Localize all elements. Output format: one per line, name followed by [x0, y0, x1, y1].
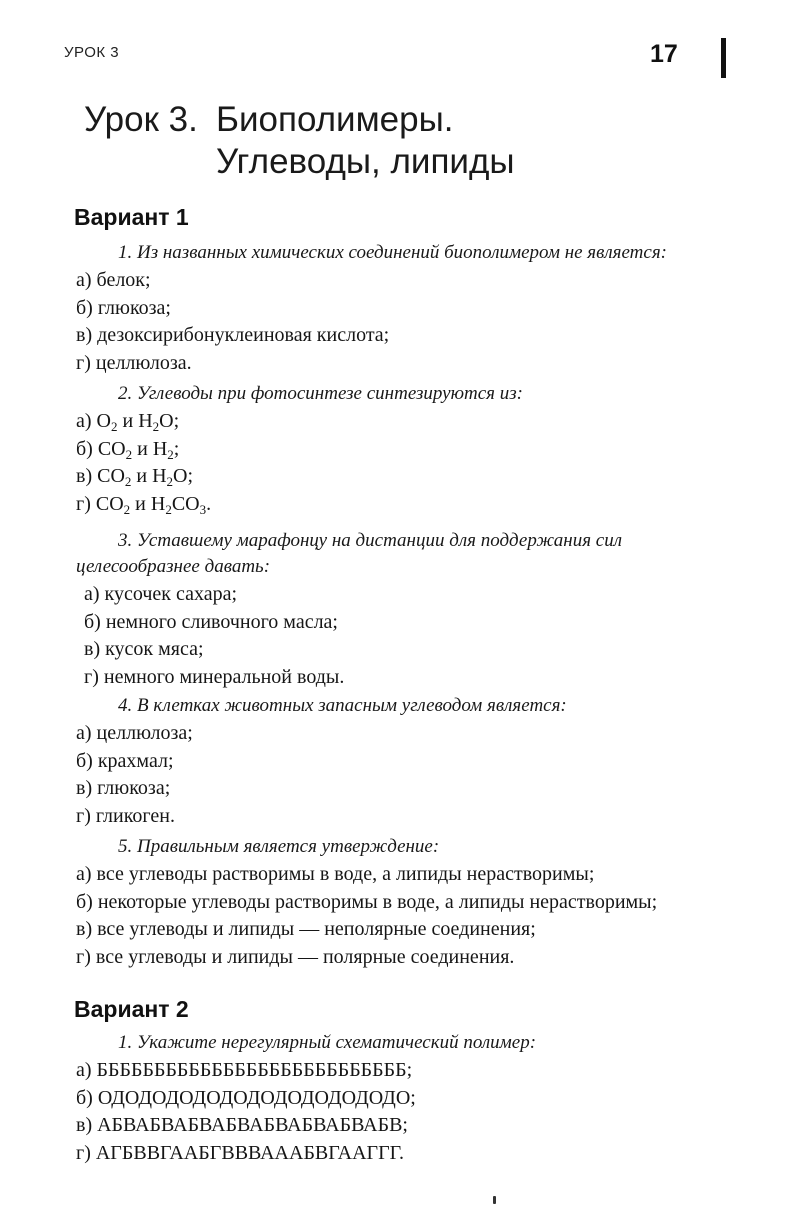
answer-option: в) глюкоза;	[76, 777, 171, 799]
page-number-rule	[721, 38, 726, 78]
answer-option: б) крахмал;	[76, 749, 174, 772]
v1-question-3	[76, 528, 746, 691]
answer-option: б) глюкоза;	[76, 296, 171, 319]
question-text: 4. В клетках животных запасным углеводом является:	[118, 695, 567, 716]
answer-option: г) все углеводы и липиды — полярные соединения.	[76, 945, 515, 968]
answer-option: б) ОДОДОДОДОДОДОДОДОДОДОДО;	[76, 1086, 416, 1109]
lesson-number: Урок 3.	[84, 100, 198, 139]
answer-option: а) белок;	[76, 269, 151, 291]
v1-question-5	[76, 834, 746, 971]
lesson-title-line1: Биополимеры.	[216, 100, 454, 139]
lesson-heading	[84, 100, 515, 181]
lesson-title-line2: Углеводы, липиды	[216, 142, 515, 181]
v2-question-1	[76, 1030, 746, 1167]
answer-option: в) $CO_2$ и $H_2O$;	[76, 465, 194, 489]
answer-option: а) все углеводы растворимы в воде, а липиды нерастворимы;	[76, 863, 595, 885]
answer-option: в) дезоксирибонуклеиновая кислота;	[76, 324, 390, 346]
v1-question-4	[76, 693, 746, 830]
question-text: 2. Углеводы при фотосинтезе синтезируются из:	[118, 383, 523, 404]
answer-option: в) АБВАБВАБВАБВАБВАБВАБВАБВ;	[76, 1114, 408, 1136]
page-number: 17	[650, 40, 678, 68]
answer-option: а) $O_2$ и $H_2O$;	[76, 410, 180, 434]
print-speck	[493, 1196, 496, 1204]
answer-option: б) немного сливочного масла;	[84, 610, 338, 633]
answer-option: г) $CO_2$ и $H_2CO_3$.	[76, 492, 212, 517]
running-head: УРОК 3	[64, 44, 120, 61]
answer-option: г) гликоген.	[76, 804, 175, 827]
variant-1-heading: Вариант 1	[74, 204, 189, 230]
question-text: 5. Правильным является утверждение:	[118, 836, 440, 857]
answer-option: г) АГБВВГААБГВВВАААБВГААГГГ.	[76, 1141, 404, 1164]
answer-option: б) некоторые углеводы растворимы в воде, а липиды нерастворимы;	[76, 890, 658, 913]
answer-option: в) кусок мяса;	[84, 638, 204, 660]
answer-option: в) все углеводы и липиды — неполярные соединения;	[76, 918, 536, 940]
answer-option: а) кусочек сахара;	[84, 583, 238, 605]
question-text: 1. Из названных химических соединений биополимером не является:	[118, 242, 667, 263]
v1-question-1	[76, 240, 746, 377]
answer-option: а) БББББББББББББББББББББББББББ;	[76, 1059, 413, 1081]
answer-option: г) целлюлоза.	[76, 351, 192, 374]
question-text: 3. Уставшему марафонцу на дистанции для поддержания сил целесообразнее давать:	[76, 530, 623, 577]
answer-option: б) $CO_2$ и $H_2$;	[76, 437, 180, 462]
question-text: 1. Укажите нерегулярный схематический полимер:	[118, 1032, 537, 1053]
v1-question-2	[76, 381, 746, 518]
answer-option: а) целлюлоза;	[76, 722, 193, 744]
answer-option: г) немного минеральной воды.	[84, 665, 345, 688]
variant-2-heading: Вариант 2	[74, 996, 189, 1022]
